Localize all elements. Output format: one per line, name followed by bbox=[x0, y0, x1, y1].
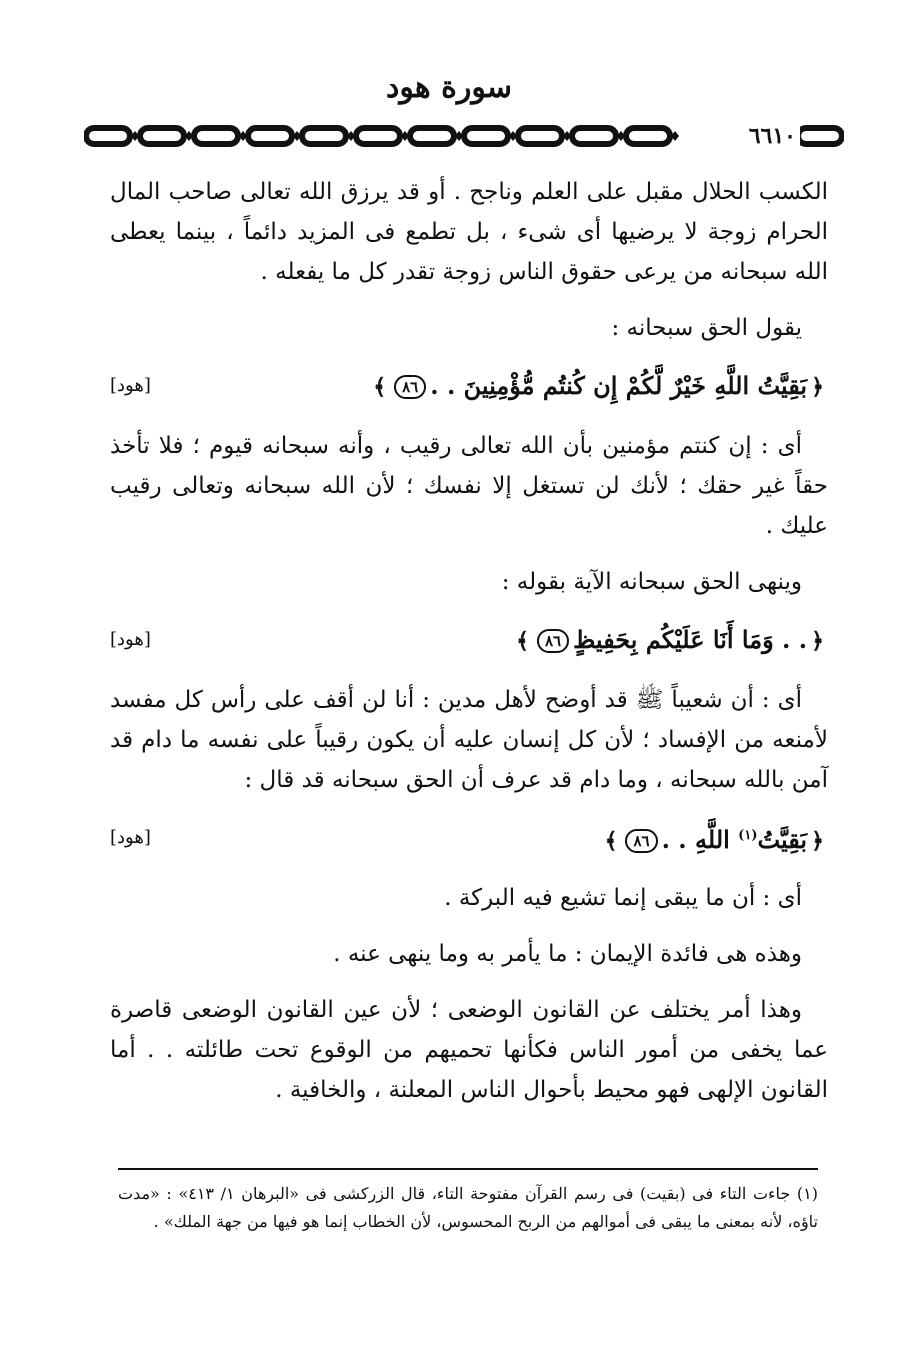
verse-close-bracket: ﴾ bbox=[604, 827, 618, 854]
surah-reference: [هود] bbox=[110, 629, 151, 650]
verse-word: بَقِيَّتُ bbox=[757, 824, 808, 854]
surah-title: سورة هود bbox=[386, 70, 512, 105]
paragraph: وهذا أمر يختلف عن القانون الوضعى ؛ لأن عين القانون الوضعى قاصرة عما يخفى من أمور الناس فكأنها تحميهم من الوقوع تحت طائلته . . أما القانون الإلهى فهو محيط بأحوال الناس المعلنة ، والخافية . bbox=[110, 997, 828, 1103]
surah-reference: [هود] bbox=[110, 375, 151, 396]
verse-open-bracket: ﴿ bbox=[811, 827, 824, 854]
paragraph: الكسب الحلال مقبل على العلم وناجح . أو قد يرزق الله تعالى صاحب المال الحرام زوجة لا يرضيها أى شىء ، بل تطمع فى المزيد دائماً ، بينما يعطى الله سبحانه من يرعى حقوق الناس زوجة تقدر كل ما يفعله . bbox=[110, 179, 828, 285]
paragraph: وينهى الحق سبحانه الآية بقوله : bbox=[501, 569, 802, 595]
page-number: ٦٦١٠ bbox=[745, 118, 800, 154]
paragraph: يقول الحق سبحانه : bbox=[611, 315, 802, 341]
ayah-number: ٨٦ bbox=[625, 829, 657, 853]
verse-close-bracket: ﴾ bbox=[516, 627, 529, 654]
verse-close-bracket: ﴾ bbox=[373, 373, 387, 400]
footnote-divider bbox=[118, 1168, 818, 1170]
verse-text-block bbox=[601, 816, 828, 861]
verse-text-block bbox=[369, 366, 828, 407]
quran-verse bbox=[110, 618, 828, 662]
verse-open-bracket: ﴿ bbox=[811, 373, 824, 400]
ayah-number: ٨٦ bbox=[394, 375, 426, 399]
ayah-number: ٨٦ bbox=[537, 629, 569, 653]
verse-text: بَقِيَّتُ اللَّهِ خَيْرٌ لَّكُمْ إِن كُنتُم مُّؤْمِنِينَ . . bbox=[430, 370, 808, 400]
paragraph: أى : أن شعيباً ﷺ قد أوضح لأهل مدين : أنا لن أقف على رأس كل مفسد لأمنعه من الإفساد ؛ لأن كل إنسان عليه أن يكون رقيباً على نفسه ما دام قد آمن بالله سبحانه ، وما دام قد عرف أن الحق سبحانه قد قال : bbox=[110, 687, 828, 793]
quran-verse bbox=[110, 816, 828, 860]
verse-text-block bbox=[512, 620, 828, 661]
paragraph: أى : إن كنتم مؤمنين بأن الله تعالى رقيب ، وأنه سبحانه قيوم ؛ فلا تأخذ حقاً غير حقك ؛ لأنك لن تستغل إلا نفسك ؛ لأن الله سبحانه وتعالى رقيب عليك . bbox=[110, 433, 828, 539]
paragraph: وهذه هى فائدة الإيمان : ما يأمر به وما ينهى عنه . bbox=[333, 941, 802, 967]
footnote: (١) جاءت التاء فى (بقيت) فى رسم القرآن مفتوحة التاء، قال الزركشى فى «البرهان ١/ ٤١٣» : «مدت تاؤه، لأنه بمعنى ما يبقى فى أموالهم من الربح المحسوس، لأن الخطاب إنما هو فيها من جهة الملك» . bbox=[118, 1184, 818, 1231]
main-text bbox=[110, 172, 828, 1126]
quran-verse bbox=[110, 364, 828, 408]
verse-text: اللَّهِ . . bbox=[661, 824, 730, 854]
footnote-marker: (١) bbox=[738, 827, 758, 843]
verse-text: . . وَمَا أَنَا عَلَيْكُم بِحَفِيظٍ bbox=[573, 624, 808, 654]
surah-reference: [هود] bbox=[110, 827, 151, 848]
header-chain-ornament bbox=[84, 118, 844, 154]
paragraph: أى : أن ما يبقى إنما تشيع فيه البركة . bbox=[444, 885, 802, 911]
verse-open-bracket: ﴿ bbox=[811, 627, 824, 654]
